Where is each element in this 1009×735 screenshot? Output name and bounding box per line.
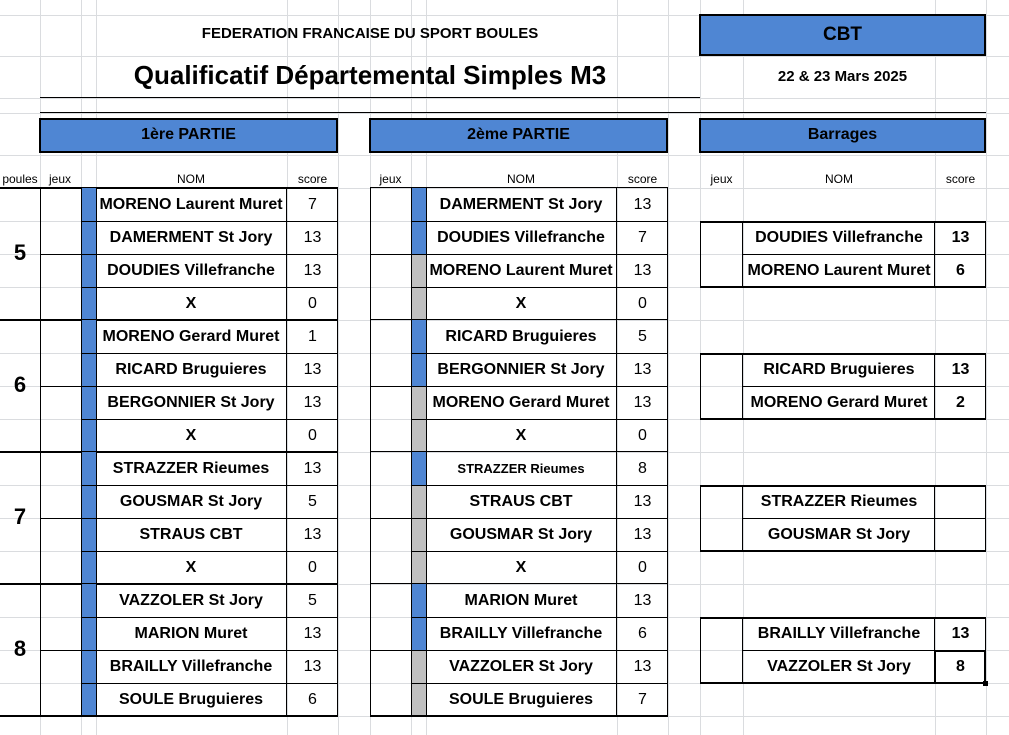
- part2-player-score[interactable]: 8: [638, 460, 647, 477]
- part1-player-name[interactable]: X: [185, 295, 197, 312]
- part1-player-score[interactable]: 13: [303, 526, 322, 543]
- poule-number: 5: [13, 240, 27, 265]
- col-header-score-part2: score: [627, 172, 658, 186]
- barrage-border: [743, 518, 986, 519]
- part2-player-name[interactable]: STRAUS CBT: [469, 493, 573, 510]
- barrage-border: [934, 221, 935, 288]
- row-divider: [412, 221, 668, 222]
- part1-player-name[interactable]: STRAUS CBT: [139, 526, 243, 543]
- part2-status-strip: [412, 353, 426, 386]
- row-divider: [82, 353, 338, 354]
- federation-title: FEDERATION FRANCAISE DU SPORT BOULES: [201, 25, 539, 42]
- part1-player-score[interactable]: 13: [303, 460, 322, 477]
- row-divider: [82, 386, 338, 387]
- part2-player-name[interactable]: MORENO Laurent Muret: [429, 262, 613, 279]
- part2-player-score[interactable]: 13: [633, 262, 652, 279]
- part1-player-name[interactable]: DAMERMENT St Jory: [109, 229, 273, 246]
- poule-separator: [0, 319, 338, 321]
- barrage-player-name[interactable]: RICARD Bruguieres: [763, 361, 915, 378]
- part2-player-name[interactable]: RICARD Bruguieres: [445, 328, 597, 345]
- part2-player-score[interactable]: 5: [638, 328, 647, 345]
- barrage-border: [985, 221, 986, 288]
- part1-player-name[interactable]: BRAILLY Villefranche: [109, 658, 273, 675]
- section-header-part2: 2ème PARTIE: [369, 118, 668, 153]
- part2-player-score[interactable]: 13: [633, 361, 652, 378]
- selected-cell-border: [934, 650, 936, 684]
- part2-status-strip: [412, 188, 426, 221]
- part1-player-score[interactable]: 13: [303, 229, 322, 246]
- part2-player-score[interactable]: 13: [633, 592, 652, 609]
- part2-status-strip: [412, 518, 426, 551]
- part2-status-strip: [412, 386, 426, 419]
- part2-player-name[interactable]: BRAILLY Villefranche: [439, 625, 603, 642]
- barrage-border: [700, 485, 701, 552]
- barrage-border: [985, 485, 986, 552]
- barrage-border: [743, 254, 986, 255]
- barrage-player-name[interactable]: MORENO Laurent Muret: [747, 262, 931, 279]
- col-header-jeux-part1: jeux: [48, 172, 71, 186]
- row-divider: [82, 617, 338, 618]
- row-divider: [370, 254, 412, 255]
- header-rule: [40, 112, 986, 113]
- poule-number: 7: [13, 504, 27, 529]
- col-header-jeux-part2: jeux: [379, 172, 402, 186]
- part2-status-strip: [412, 419, 426, 452]
- part2-status-strip: [412, 551, 426, 584]
- row-divider: [82, 287, 338, 288]
- part2-player-name[interactable]: GOUSMAR St Jory: [449, 526, 593, 543]
- part1-player-name[interactable]: SOULE Bruguieres: [118, 691, 264, 708]
- col-header-score-barrages: score: [945, 172, 976, 186]
- part2-player-score[interactable]: 0: [638, 559, 647, 576]
- section-header-barrages: Barrages: [699, 118, 986, 153]
- barrage-player-name[interactable]: STRAZZER Rieumes: [760, 493, 918, 510]
- part2-status-strip: [412, 320, 426, 353]
- part1-player-name[interactable]: BERGONNIER St Jory: [107, 394, 275, 411]
- row-divider: [82, 221, 338, 222]
- part2-player-score[interactable]: 13: [633, 196, 652, 213]
- barrage-border: [700, 617, 701, 684]
- row-divider: [40, 650, 82, 651]
- poule-separator: [0, 187, 338, 189]
- part2-player-score[interactable]: 13: [633, 493, 652, 510]
- part2-player-score[interactable]: 13: [633, 394, 652, 411]
- part2-player-name[interactable]: DAMERMENT St Jory: [439, 196, 603, 213]
- part2-player-score[interactable]: 13: [633, 658, 652, 675]
- part2-player-score[interactable]: 7: [638, 691, 647, 708]
- barrage-border: [934, 485, 935, 552]
- part1-player-name[interactable]: X: [185, 427, 197, 444]
- part2-status-strip: [412, 287, 426, 320]
- row-divider: [82, 518, 338, 519]
- part2-status-strip: [412, 683, 426, 716]
- part1-player-name[interactable]: DOUDIES Villefranche: [107, 262, 275, 279]
- part1-player-score[interactable]: 5: [308, 592, 317, 609]
- row-divider: [370, 650, 412, 651]
- part1-player-name[interactable]: VAZZOLER St Jory: [119, 592, 263, 609]
- part1-player-score[interactable]: 0: [308, 559, 317, 576]
- col-header-jeux-barrages: jeux: [710, 172, 733, 186]
- header-rule: [40, 97, 700, 98]
- part2-player-name[interactable]: STRAZZER Rieumes: [457, 461, 585, 476]
- row-divider: [412, 386, 668, 387]
- row-divider: [370, 518, 412, 519]
- poule-separator: [370, 715, 668, 717]
- selected-cell-border: [984, 650, 986, 684]
- col-header-nom-part2: NOM: [507, 172, 535, 186]
- col-header-nom-barrages: NOM: [825, 172, 853, 186]
- row-divider: [412, 518, 668, 519]
- col-header-score-part1: score: [297, 172, 328, 186]
- part2-player-score[interactable]: 13: [633, 526, 652, 543]
- competition-title: Qualificatif Départemental Simples M3: [133, 60, 607, 90]
- row-divider: [412, 254, 668, 255]
- barrage-border: [985, 353, 986, 420]
- part1-player-score[interactable]: 13: [303, 262, 322, 279]
- part2-player-score[interactable]: 0: [638, 427, 647, 444]
- event-date: 22 & 23 Mars 2025: [777, 68, 908, 85]
- barrage-player-score[interactable]: 8: [956, 658, 965, 675]
- part2-status-strip: [412, 452, 426, 485]
- part2-player-name[interactable]: MARION Muret: [464, 592, 578, 609]
- row-divider: [82, 485, 338, 486]
- part2-player-name[interactable]: MORENO Gerard Muret: [432, 394, 610, 411]
- barrage-player-name[interactable]: DOUDIES Villefranche: [755, 229, 923, 246]
- part1-player-score[interactable]: 0: [308, 427, 317, 444]
- part2-player-score[interactable]: 0: [638, 295, 647, 312]
- part2-player-name[interactable]: DOUDIES Villefranche: [437, 229, 605, 246]
- part1-player-name[interactable]: RICARD Bruguieres: [115, 361, 267, 378]
- selected-cell-border: [934, 682, 986, 684]
- part2-player-name[interactable]: SOULE Bruguieres: [448, 691, 594, 708]
- poule-number: 8: [13, 636, 27, 661]
- barrage-border: [742, 485, 743, 552]
- row-divider: [370, 386, 412, 387]
- barrage-player-score[interactable]: 6: [956, 262, 965, 279]
- poule-separator: [0, 451, 338, 453]
- row-divider: [412, 287, 668, 288]
- part2-status-strip: [412, 650, 426, 683]
- row-divider: [412, 650, 668, 651]
- part1-player-score[interactable]: 0: [308, 295, 317, 312]
- barrage-border: [742, 221, 743, 288]
- part2-player-name[interactable]: X: [515, 295, 527, 312]
- poule-separator: [0, 583, 338, 585]
- part2-status-strip: [412, 485, 426, 518]
- col-header-nom-part1: NOM: [177, 172, 205, 186]
- club-header: CBT: [699, 14, 986, 56]
- barrage-player-score[interactable]: 2: [956, 394, 965, 411]
- row-divider: [40, 518, 82, 519]
- barrage-border: [742, 353, 743, 420]
- barrage-player-name[interactable]: MORENO Gerard Muret: [750, 394, 928, 411]
- row-divider: [412, 485, 668, 486]
- part2-player-name[interactable]: X: [515, 559, 527, 576]
- barrage-border: [700, 221, 701, 288]
- barrage-player-score[interactable]: 13: [951, 229, 970, 246]
- part1-player-score[interactable]: 7: [308, 196, 317, 213]
- row-divider: [412, 551, 668, 552]
- part2-player-name[interactable]: VAZZOLER St Jory: [449, 658, 593, 675]
- part2-status-strip: [412, 584, 426, 617]
- row-divider: [82, 419, 338, 420]
- barrage-player-name[interactable]: VAZZOLER St Jory: [767, 658, 911, 675]
- col-header-poules: poules: [2, 172, 38, 186]
- barrage-player-name[interactable]: GOUSMAR St Jory: [767, 526, 911, 543]
- poule-separator: [0, 715, 338, 717]
- barrage-player-score[interactable]: 13: [951, 625, 970, 642]
- part1-player-name[interactable]: STRAZZER Rieumes: [112, 460, 270, 477]
- part1-player-score[interactable]: 13: [303, 625, 322, 642]
- row-divider: [412, 683, 668, 684]
- row-divider: [82, 254, 338, 255]
- part2-player-score[interactable]: 6: [638, 625, 647, 642]
- part2-status-strip: [412, 254, 426, 287]
- row-divider: [40, 254, 82, 255]
- part1-player-name[interactable]: MARION Muret: [134, 625, 248, 642]
- part1-player-name[interactable]: X: [185, 559, 197, 576]
- row-divider: [82, 650, 338, 651]
- selected-cell-border: [934, 650, 986, 652]
- section-header-part1: 1ère PARTIE: [39, 118, 338, 153]
- row-divider: [412, 419, 668, 420]
- part2-player-name[interactable]: BERGONNIER St Jory: [437, 361, 605, 378]
- part1-player-score[interactable]: 5: [308, 493, 317, 510]
- barrage-border: [742, 617, 743, 684]
- part2-player-name[interactable]: X: [515, 427, 527, 444]
- part1-player-score[interactable]: 13: [303, 394, 322, 411]
- part1-player-score[interactable]: 6: [308, 691, 317, 708]
- part1-player-name[interactable]: MORENO Laurent Muret: [99, 196, 283, 213]
- row-divider: [412, 617, 668, 618]
- barrage-border: [934, 353, 935, 420]
- part2-status-strip: [412, 221, 426, 254]
- part1-player-score[interactable]: 13: [303, 361, 322, 378]
- poule-number: 6: [13, 372, 27, 397]
- barrage-border: [743, 386, 986, 387]
- row-divider: [82, 551, 338, 552]
- row-divider: [412, 353, 668, 354]
- barrage-player-score[interactable]: 13: [951, 361, 970, 378]
- part1-player-score[interactable]: 13: [303, 658, 322, 675]
- part2-player-score[interactable]: 7: [638, 229, 647, 246]
- row-divider: [82, 683, 338, 684]
- part1-player-name[interactable]: MORENO Gerard Muret: [102, 328, 280, 345]
- row-divider: [40, 386, 82, 387]
- barrage-player-name[interactable]: BRAILLY Villefranche: [757, 625, 921, 642]
- part1-player-name[interactable]: GOUSMAR St Jory: [119, 493, 263, 510]
- part1-player-score[interactable]: 1: [308, 328, 317, 345]
- barrage-border: [700, 353, 701, 420]
- part2-status-strip: [412, 617, 426, 650]
